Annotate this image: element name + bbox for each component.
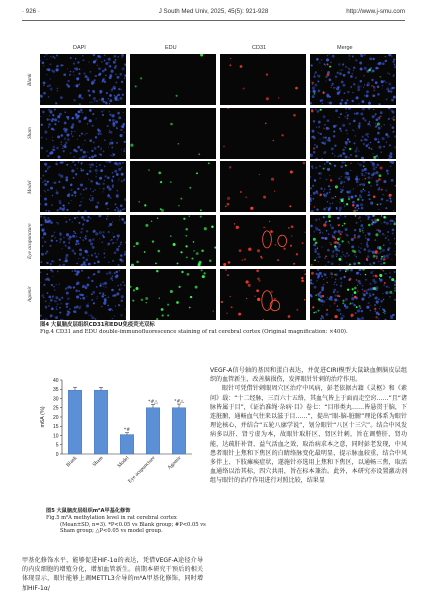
paragraph: VEGF-A信号轴的基因和蛋白表达，并促进CIRI模型大鼠缺血侧脑皮层组织的血管新生，改善脑损伤，发挥眼针针刺的治疗作用。	[210, 367, 407, 384]
micrograph-agomir-dapi	[40, 269, 126, 320]
micrograph-sham-dapi	[40, 108, 126, 159]
left-column-text	[22, 556, 203, 593]
bar	[172, 408, 186, 454]
significance-label: *#△	[174, 399, 184, 405]
row-label-sham: Sham	[27, 127, 33, 140]
x-tick-label: Eye acupuncture	[127, 455, 157, 485]
micrograph-eye-acupuncture-dapi	[40, 215, 126, 266]
figure4-title-en: Fig.4 CD31 and EDU double-immunofluorescence staining of rat cerebral cortex (Original magnification: ×400).	[40, 329, 348, 336]
micrograph-blank-dapi	[40, 54, 126, 105]
figure5-title-zh: 大鼠脑皮层组织m⁶A甲基化修饰	[56, 508, 131, 514]
micrograph-agomir-merge	[310, 269, 396, 320]
y-axis-label: m6A (%)	[40, 406, 46, 428]
x-tick-label: Agomir	[166, 455, 183, 472]
col-header-cd31: CD31	[252, 45, 267, 51]
y-tick-label: 30	[52, 396, 59, 403]
micrograph-model-edu	[130, 161, 216, 212]
row-label-agomir: Agomir	[27, 286, 33, 303]
figure5-title-en-2: (Mean±SD, n=3). *P<0.05 vs Blank group; #P<0.05 vs	[60, 521, 206, 528]
col-header-edu: EDU	[165, 45, 177, 51]
page-header	[22, 8, 405, 20]
significance-label: *#△	[148, 399, 158, 405]
header-divider	[22, 20, 405, 21]
row-label-model: Model	[27, 180, 33, 195]
bar	[146, 408, 160, 454]
figure4-title-zh: 大鼠脑皮层组织CD31和EDU免疫荧光双标	[50, 322, 155, 328]
right-column-text	[210, 366, 407, 486]
y-tick-label: 25	[52, 405, 59, 412]
fluorescence-micrograph-grid	[40, 54, 396, 320]
micrograph-sham-edu	[130, 108, 216, 159]
micrograph-agomir-edu	[130, 269, 216, 320]
m6a-bar-chart	[22, 374, 202, 506]
journal-url[interactable]: http://www.j-smu.com	[346, 8, 405, 15]
y-tick-label: 15	[52, 424, 59, 431]
y-tick-label: 10	[52, 433, 59, 440]
micrograph-sham-cd31	[220, 108, 306, 159]
micrograph-agomir-cd31	[220, 269, 306, 320]
y-tick-label: 20	[52, 414, 59, 421]
journal-citation: J South Med Univ, 2025, 45(5): 921-928	[158, 8, 269, 15]
row-label-blank: Blank	[27, 73, 33, 86]
figure4-label: 图4	[40, 322, 50, 328]
y-tick-label: 5	[55, 442, 59, 449]
significance-label: *#	[123, 428, 131, 434]
micrograph-model-merge	[310, 161, 396, 212]
micrograph-model-dapi	[40, 161, 126, 212]
figure5-label: 图5	[46, 508, 55, 514]
y-tick-label: 0	[55, 451, 59, 458]
x-tick-label: Blank	[65, 455, 79, 469]
micrograph-blank-cd31	[220, 54, 306, 105]
y-tick-label: 40	[52, 377, 59, 384]
micrograph-sham-merge	[310, 108, 396, 159]
bar	[120, 435, 134, 454]
y-tick-label: 35	[52, 387, 59, 394]
bar	[68, 390, 82, 454]
figure4-caption	[40, 322, 400, 337]
figure5-title-en-1: Fig.5 m⁶A methylation level in rat cerebral cortex	[46, 514, 177, 521]
micrograph-model-cd31	[220, 161, 306, 212]
x-tick-label: Sham	[91, 455, 105, 468]
row-label-eye-acupuncture: Eye acupuncture	[27, 223, 33, 260]
x-tick-label: Model	[116, 455, 131, 470]
paragraph: 甲基化修饰水平，能够促进HIF-1α的表达，凭借VEGF-A途径介导的内皮细胞的增殖分化，增加血管新生。前期本研究干预后的相关体现显示，眼针能够上调METTL3介导的m⁶A甲基化修饰，同时增加HIF-1α/	[22, 557, 203, 592]
figure5-caption	[46, 508, 211, 535]
micrograph-blank-merge	[310, 54, 396, 105]
micrograph-eye-acupuncture-cd31	[220, 215, 306, 266]
col-header-merge: Merge	[337, 45, 353, 51]
col-header-dapi: DAPI	[73, 45, 86, 51]
micrograph-eye-acupuncture-edu	[130, 215, 216, 266]
page-number: · 926 ·	[22, 8, 40, 15]
paragraph: 眼针可凭借针刺眼周穴区治疗中风病，彭老依据古籍《灵枢》和《素问》载：“十二经脉，三百六十五络，其血气皆上于面而走空窍……”且“诸脉皆属于目”，《证治准绳·杂病·目》卷七：“目形类丸……皆悬贯于脑，下连脏腑，通畅血气往来以滋于目……”，提出“眼-脑-脏腑”理论体系为眼针理论核心，并结合“五轮八廓学说”，划分眼针“八区十三穴”。结合中风发病多以肝、肾亏虚为本，故眼针取肝区、肾区针刺，旨在调整肝、肾功能，达疏肝补肾、益气活血之效，取治病求本之意，同时彭老发现，中风患者眼针上焦和下焦区的白睛络脉变化最明显，提示脉血较重，结合中风多伴上、下肢瘫痪症状，遂施针亦选用上焦和下焦区，以通畅三焦，取活血通络以治其标，四穴共用，旨在标本兼治。此外，本研究亦设置激动剂组与眼针的治疗作用进行对照比较，结果显	[210, 385, 407, 485]
micrograph-eye-acupuncture-merge	[310, 215, 396, 266]
figure5-title-en-3: Sham group; △P<0.05 vs model group.	[60, 528, 163, 535]
micrograph-blank-edu	[130, 54, 216, 105]
bar	[94, 390, 108, 454]
